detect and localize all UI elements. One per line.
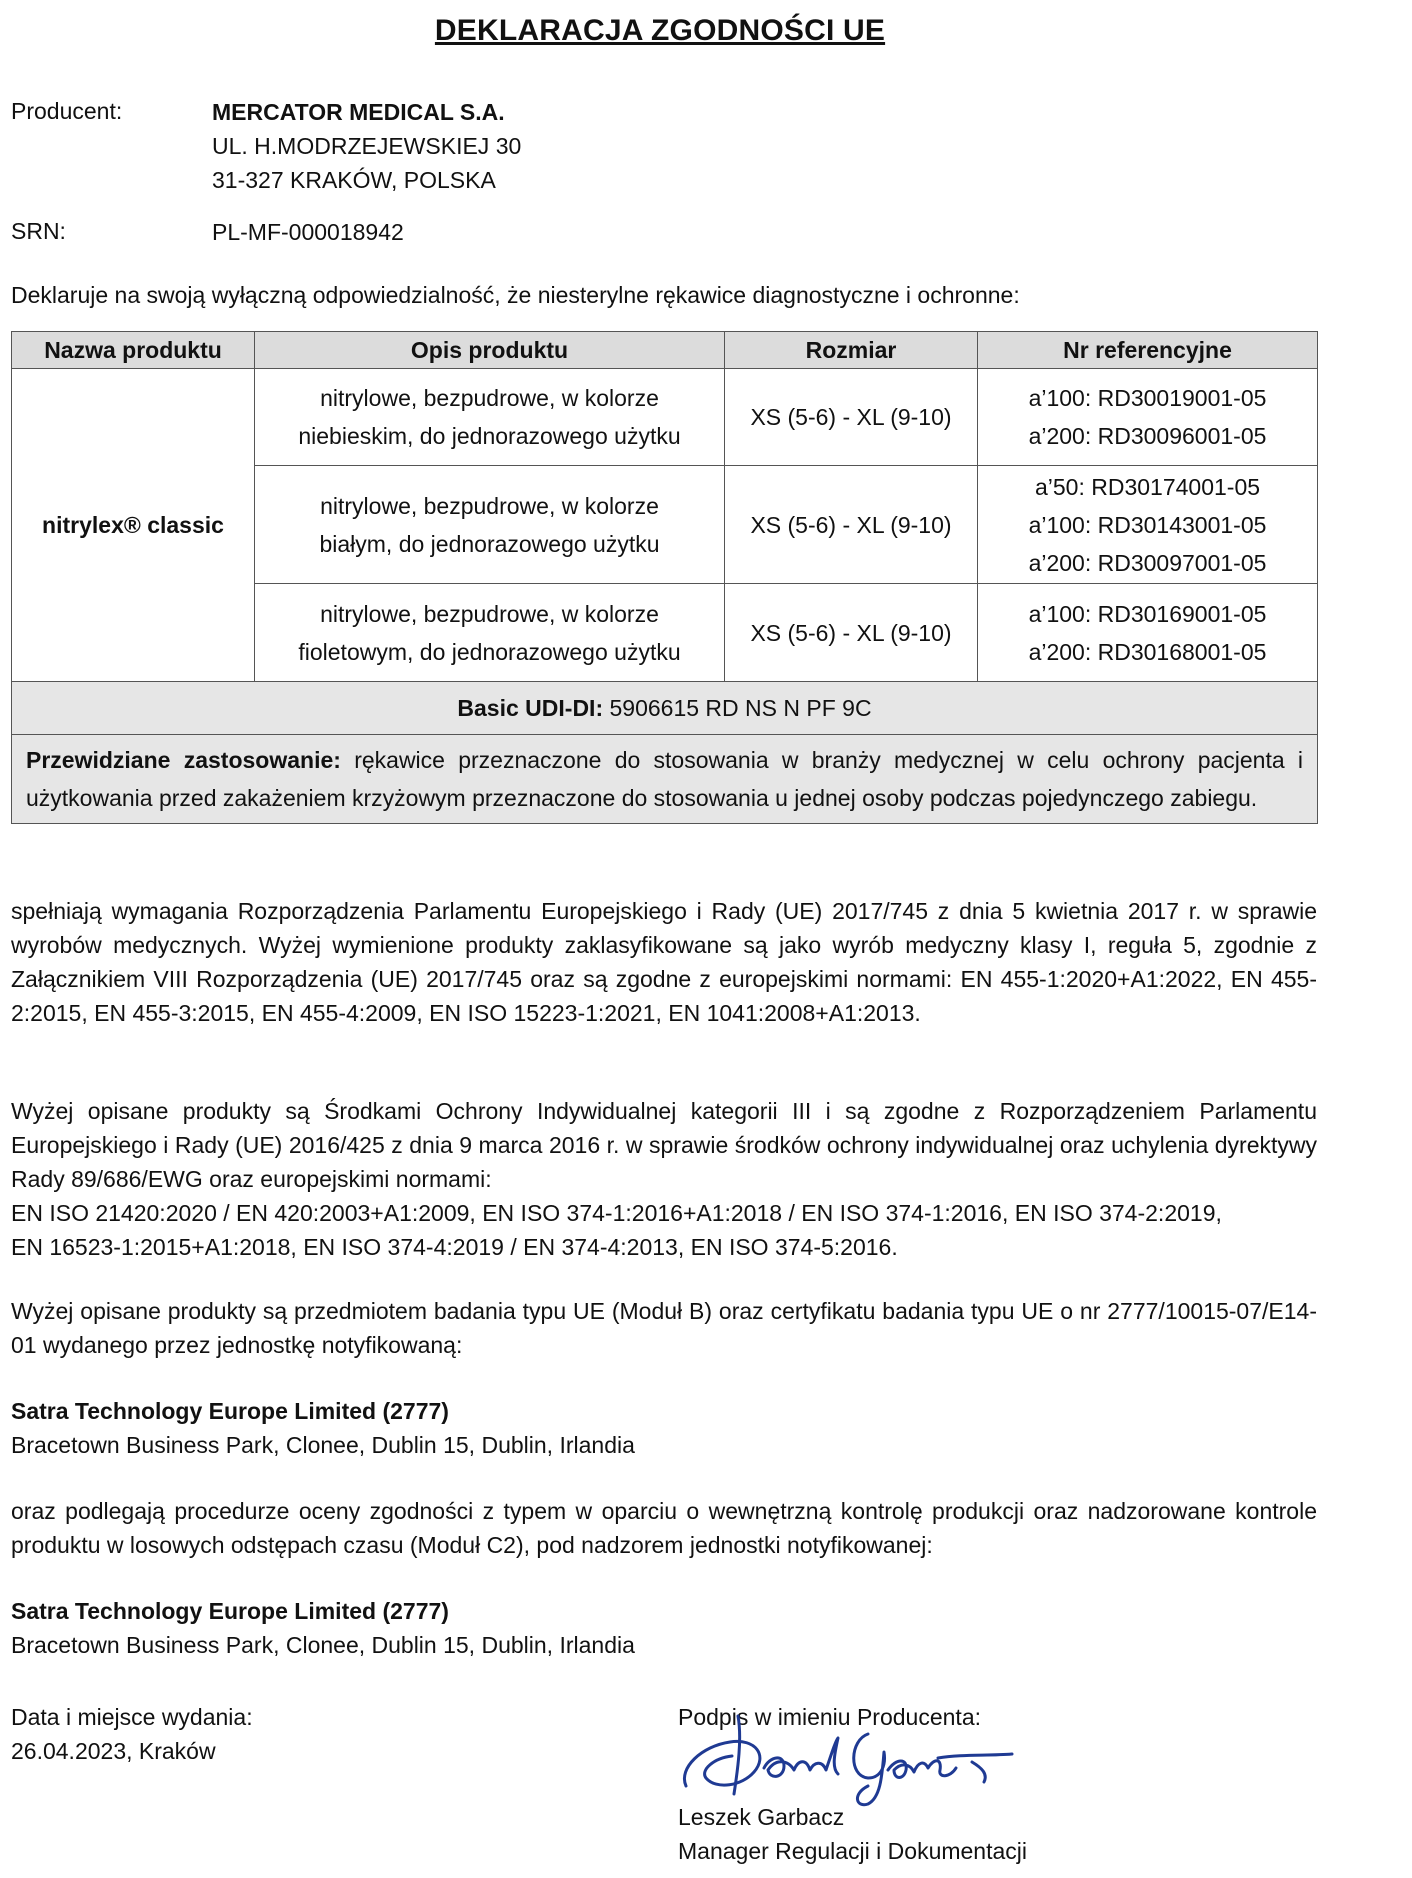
size-cell: XS (5-6) - XL (9-10): [725, 584, 978, 682]
description-line: nitrylowe, bezpudrowe, w kolorze: [320, 385, 659, 411]
purpose-label: Przewidziane zastosowanie:: [26, 747, 341, 773]
srn-value: PL-MF-000018942: [212, 219, 404, 245]
notified-body-address: Bracetown Business Park, Clonee, Dublin 15, Dublin, Irlandia: [11, 1432, 635, 1458]
notified-body-address: Bracetown Business Park, Clonee, Dublin 15, Dublin, Irlandia: [11, 1632, 635, 1658]
reference-line: a’100: RD30019001-05: [1028, 385, 1267, 411]
producer-block: [212, 95, 521, 197]
srn-label: SRN:: [11, 218, 66, 244]
purpose-row: [12, 735, 1318, 824]
udi-value: 5906615 RD NS N PF 9C: [609, 695, 872, 721]
paragraph-module-b: Wyżej opisane produkty są przedmiotem badania typu UE (Moduł B) oraz certyfikatu badania typu UE o nr 2777/10015-07/E14-01 wydanego przez jednostkę notyfikowaną:: [11, 1298, 1317, 1358]
reference-cell: [978, 584, 1318, 682]
reference-line: a’100: RD30143001-05: [1028, 511, 1267, 538]
signatory-block: [678, 1800, 1027, 1868]
table-row: [12, 369, 1318, 466]
description-line: fioletowym, do jednorazowego użytku: [298, 638, 681, 665]
reference-cell: [978, 466, 1318, 584]
header-description: Opis produktu: [255, 332, 725, 369]
signatory-label: Podpis w imieniu Producenta:: [678, 1704, 981, 1730]
description-line: nitrylowe, bezpudrowe, w kolorze: [320, 600, 659, 627]
notified-body-name: Satra Technology Europe Limited (2777): [11, 1598, 449, 1624]
issue-value: 26.04.2023, Kraków: [11, 1738, 216, 1764]
issue-label: Data i miejsce wydania:: [11, 1704, 253, 1730]
paragraph-module-c2: oraz podlegają procedurze oceny zgodności z typem w oparciu o wewnętrzną kontrolę produkcji oraz nadzorowane kontrole produktu w losowych odstępach czasu (Moduł C2), pod nadzorem jednostki notyfikowanej:: [11, 1498, 1317, 1558]
producer-name: MERCATOR MEDICAL S.A.: [212, 99, 505, 125]
purpose-cell: [12, 735, 1318, 824]
header-size: Rozmiar: [725, 332, 978, 369]
signatory-position: Manager Regulacji i Dokumentacji: [678, 1838, 1027, 1864]
notified-body-2: [11, 1594, 1317, 1662]
description-cell: [255, 584, 725, 682]
signatory-name: Leszek Garbacz: [678, 1804, 845, 1830]
header-product-name: Nazwa produktu: [12, 332, 255, 369]
reference-line: a’200: RD30168001-05: [1028, 638, 1267, 665]
reference-line: a’200: RD30097001-05: [1028, 549, 1267, 576]
reference-line: a’100: RD30169001-05: [1028, 600, 1267, 627]
reference-cell: [978, 369, 1318, 466]
products-table: [11, 331, 1318, 824]
reference-line: a’200: RD30096001-05: [1028, 423, 1267, 449]
size-cell: XS (5-6) - XL (9-10): [725, 466, 978, 584]
issue-block: [11, 1700, 253, 1768]
paragraph-ppe: [11, 1094, 1317, 1264]
udi-cell: [12, 682, 1318, 735]
intro-text: Deklaruje na swoją wyłączną odpowiedzialność, że niesterylne rękawice diagnostyczne i ochronne:: [11, 282, 1020, 308]
document-title: DEKLARACJA ZGODNOŚCI UE: [434, 14, 886, 47]
producer-label: Producent:: [11, 98, 123, 124]
description-line: niebieskim, do jednorazowego użytku: [298, 423, 681, 449]
paragraph-mdr: spełniają wymagania Rozporządzenia Parlamentu Europejskiego i Rady (UE) 2017/745 z dnia 5 kwietnia 2017 r. w sprawie wyrobów medycznych. Wyżej wymienione produkty zaklasyfikowane są jako wyrób medyczny klasy I, reguła 5, zgodnie z Załącznikiem VIII Rozporządzenia (UE) 2017/745 oraz są zgodne z europejskimi normami: EN 455-1:2020+A1:2022, EN 455-2:2015, EN 455-3:2015, EN 455-4:2009, EN ISO 15223-1:2021, EN 1041:2008+A1:2013.: [11, 898, 1317, 1026]
description-cell: [255, 466, 725, 584]
description-line: białym, do jednorazowego użytku: [319, 530, 660, 557]
purpose-text: rękawice przeznaczone do stosowania w branży medycznej w celu ochrony pacjenta i użytkowania przed zakażeniem krzyżowym przeznaczone do stosowania u jednej osoby podczas pojedynczego zabiegu.: [26, 747, 1304, 811]
header-reference: Nr referencyjne: [978, 332, 1318, 369]
paragraph-ppe-text: Wyżej opisane produkty są Środkami Ochrony Indywidualnej kategorii III i są zgodne z Rozporządzeniem Parlamentu Europejskiego i Rady (UE) 2016/425 z dnia 9 marca 2016 r. w sprawie środków ochrony indywidualnej oraz uchylenia dyrektywy Rady 89/686/EWG oraz europejskimi normami:: [11, 1098, 1317, 1192]
paragraph-ppe-norms: EN 16523-1:2015+A1:2018, EN ISO 374-4:2019 / EN 374-4:2013, EN ISO 374-5:2016.: [11, 1234, 898, 1260]
product-name-cell: nitrylex® classic: [12, 369, 255, 682]
table-header-row: [12, 332, 1318, 369]
udi-row: [12, 682, 1318, 735]
paragraph-ppe-norms: EN ISO 21420:2020 / EN 420:2003+A1:2009, EN ISO 374-1:2016+A1:2018 / EN ISO 374-1:2016, EN ISO 374-2:2019,: [11, 1200, 1222, 1226]
notified-body-1: [11, 1394, 1317, 1462]
producer-street: UL. H.MODRZEJEWSKIEJ 30: [212, 133, 522, 159]
size-cell: XS (5-6) - XL (9-10): [725, 369, 978, 466]
reference-line: a’50: RD30174001-05: [1034, 473, 1261, 500]
handwritten-signature: [672, 1698, 1032, 1808]
notified-body-name: Satra Technology Europe Limited (2777): [11, 1398, 449, 1424]
udi-label: Basic UDI-DI:: [457, 695, 604, 721]
description-line: nitrylowe, bezpudrowe, w kolorze: [320, 492, 659, 519]
producer-city: 31-327 KRAKÓW, POLSKA: [212, 167, 496, 193]
description-cell: [255, 369, 725, 466]
